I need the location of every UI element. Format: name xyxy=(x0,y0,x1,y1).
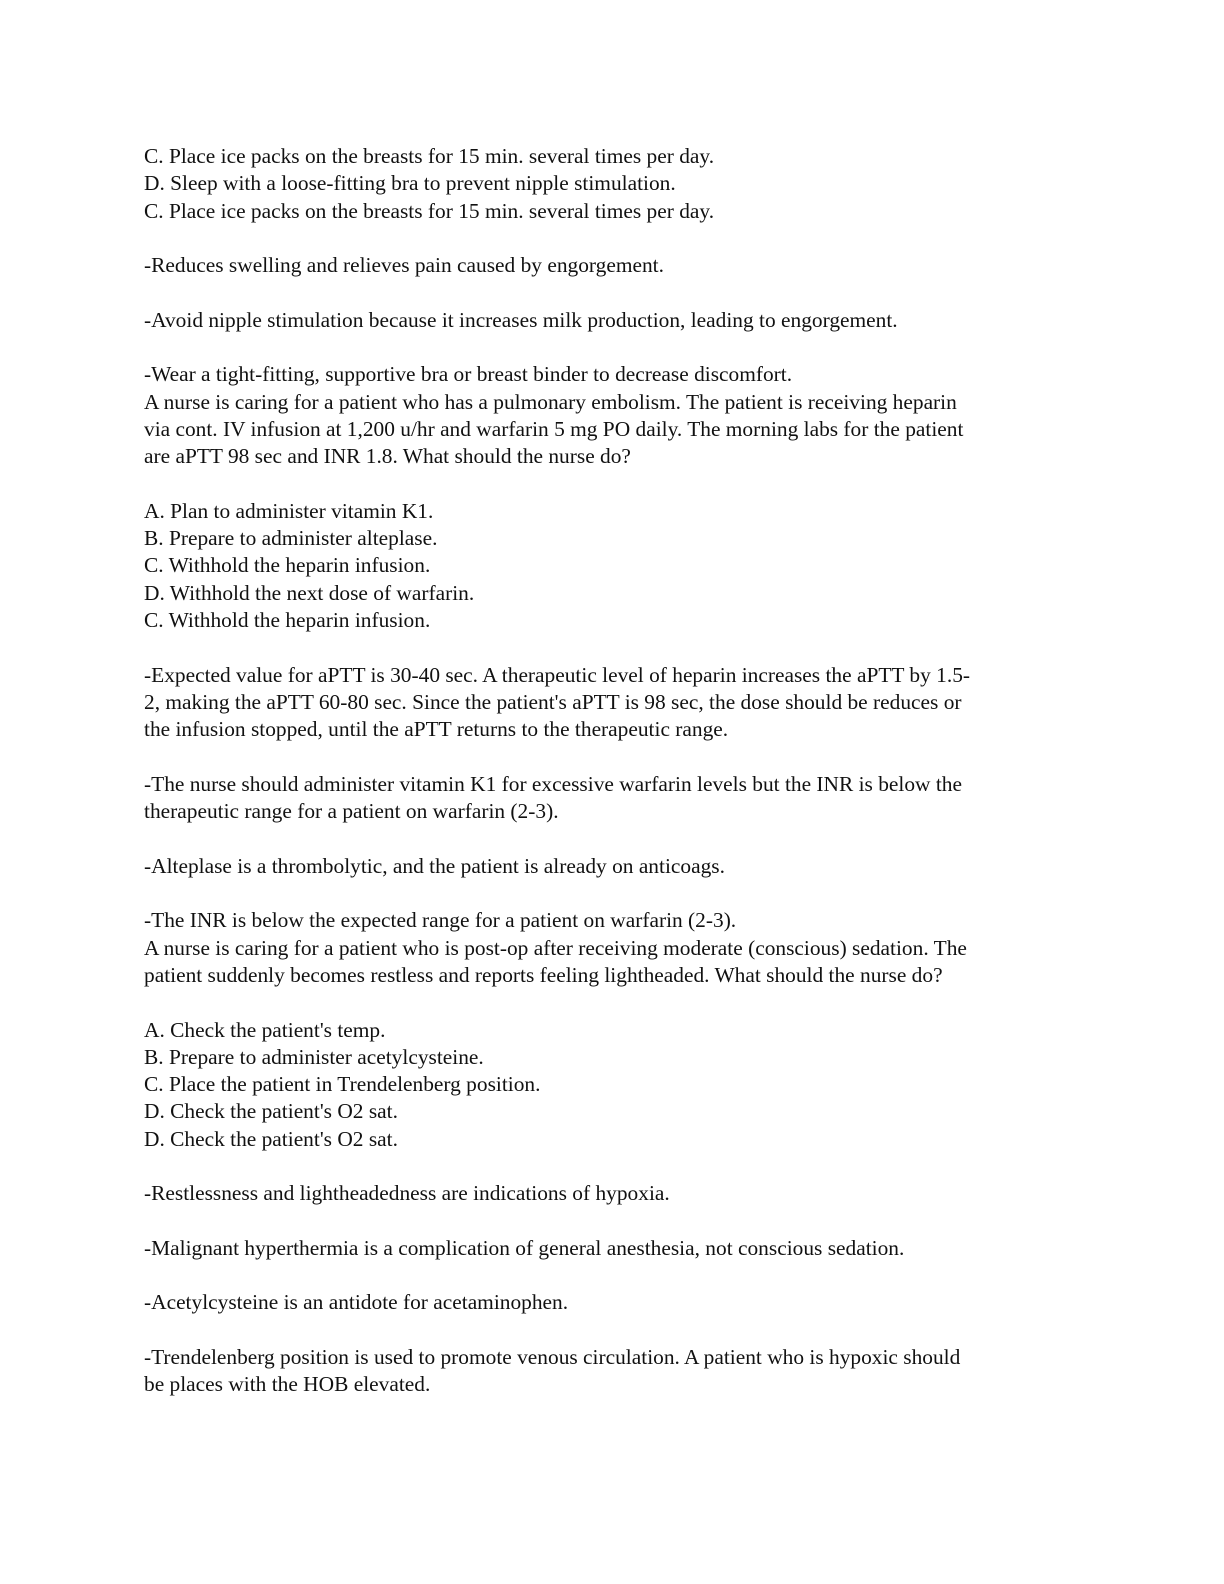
question-stem-line: are aPTT 98 sec and INR 1.8. What should the nurse do? xyxy=(144,444,631,469)
rationale-line: -The INR is below the expected range for a patient on warfarin (2-3). xyxy=(144,908,737,933)
paragraph-gap xyxy=(144,1317,1084,1344)
answer-option: D. Check the patient's O2 sat. xyxy=(144,1099,398,1124)
rationale-line: the infusion stopped, until the aPTT returns to the therapeutic range. xyxy=(144,717,729,742)
rationale-line: -Reduces swelling and relieves pain caused by engorgement. xyxy=(144,253,664,278)
answer-option: B. Prepare to administer acetylcysteine. xyxy=(144,1044,484,1069)
paragraph-gap xyxy=(144,471,1084,498)
answer-option: D. Sleep with a loose-fitting bra to prevent nipple stimulation. xyxy=(144,171,676,196)
correct-answer: C. Place ice packs on the breasts for 15 min. several times per day. xyxy=(144,198,715,223)
question-stem-line: patient suddenly becomes restless and reports feeling lightheaded. What should the nurse do? xyxy=(144,962,943,987)
paragraph-gap xyxy=(144,225,1084,252)
paragraph-gap xyxy=(144,1262,1084,1289)
answer-option: C. Withhold the heparin infusion. xyxy=(144,553,431,578)
paragraph-gap xyxy=(144,279,1084,306)
rationale-line: therapeutic range for a patient on warfarin (2-3). xyxy=(144,799,559,824)
paragraph-gap xyxy=(144,334,1084,361)
question-stem-line: via cont. IV infusion at 1,200 u/hr and warfarin 5 mg PO daily. The morning labs for the patient xyxy=(144,416,964,441)
rationale-line: -Expected value for aPTT is 30-40 sec. A therapeutic level of heparin increases the aPTT by 1.5- xyxy=(144,662,971,687)
paragraph-gap xyxy=(144,634,1084,661)
paragraph-gap xyxy=(144,1153,1084,1180)
document-body xyxy=(144,143,1084,1399)
rationale-line: -Alteplase is a thrombolytic, and the patient is already on anticoags. xyxy=(144,853,725,878)
correct-answer: C. Withhold the heparin infusion. xyxy=(144,608,431,633)
rationale-line: -Malignant hyperthermia is a complication of general anesthesia, not conscious sedation. xyxy=(144,1235,905,1260)
answer-option: C. Place the patient in Trendelenberg position. xyxy=(144,1072,541,1097)
paragraph-gap xyxy=(144,1208,1084,1235)
correct-answer: D. Check the patient's O2 sat. xyxy=(144,1126,398,1151)
paragraph-gap xyxy=(144,825,1084,852)
question-stem-line: A nurse is caring for a patient who has a pulmonary embolism. The patient is receiving heparin xyxy=(144,389,957,414)
rationale-line: -Trendelenberg position is used to promote venous circulation. A patient who is hypoxic should xyxy=(144,1345,961,1370)
answer-option: C. Place ice packs on the breasts for 15 min. several times per day. xyxy=(144,144,715,168)
question-stem-line: A nurse is caring for a patient who is post-op after receiving moderate (conscious) sedation. The xyxy=(144,935,967,960)
rationale-line: be places with the HOB elevated. xyxy=(144,1372,431,1397)
rationale-line: -Restlessness and lightheadedness are indications of hypoxia. xyxy=(144,1181,670,1206)
paragraph-gap xyxy=(144,989,1084,1016)
rationale-line: 2, making the aPTT 60-80 sec. Since the patient's aPTT is 98 sec, the dose should be reduces or xyxy=(144,689,962,714)
rationale-line: -Wear a tight-fitting, supportive bra or breast binder to decrease discomfort. xyxy=(144,362,793,387)
paragraph-gap xyxy=(144,744,1084,771)
answer-option: D. Withhold the next dose of warfarin. xyxy=(144,580,475,605)
rationale-line: -Acetylcysteine is an antidote for acetaminophen. xyxy=(144,1290,569,1315)
paragraph-gap xyxy=(144,880,1084,907)
rationale-line: -Avoid nipple stimulation because it increases milk production, leading to engorgement. xyxy=(144,307,898,332)
answer-option: B. Prepare to administer alteplase. xyxy=(144,526,438,551)
answer-option: A. Check the patient's temp. xyxy=(144,1017,386,1042)
rationale-line: -The nurse should administer vitamin K1 for excessive warfarin levels but the INR is below the xyxy=(144,771,962,796)
answer-option: A. Plan to administer vitamin K1. xyxy=(144,498,434,523)
